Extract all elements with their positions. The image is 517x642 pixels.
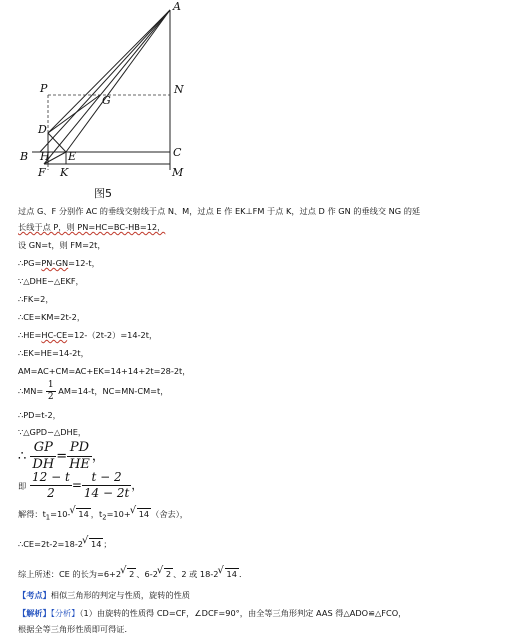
label-g: G [102,94,111,107]
text-line-21: 根据全等三角形性质即可得证． [18,624,133,634]
text-line-2 [18,222,165,233]
text-line-18 [18,568,247,580]
fraction-t2-14 [82,470,131,501]
figure-caption: 图5 [94,187,112,200]
label-n: N [174,83,184,96]
t8c: =12-（2t-2）=14-2t， [67,330,158,340]
t16d: =10+ [106,509,131,519]
text-line-14 [18,440,105,473]
t18c: 、2 或 18-2 [173,569,219,579]
t11b: AM=14-t，NC=MN-CM=t， [58,386,169,396]
t17b: ； [103,539,112,549]
label-k: K [60,166,69,179]
text-line-10: AM=AC+CM=AC+EK=14+14+2t=28-2t， [18,366,191,376]
frac-den: DH [32,457,55,472]
segment-de [48,133,66,152]
text-line-7: ∴CE=KM=2t-2， [18,312,86,322]
jiexi-label: 【解析】 [18,608,51,618]
segment-ae [66,10,170,152]
t19: 相似三角形的判定与性质，旋转的性质 [50,590,190,600]
text-line-8 [18,330,157,341]
text-line-15 [18,470,143,501]
frac-den: 2 [47,392,54,402]
t15eq: = [71,478,82,492]
text-line-9: ∴EK=HE=14-2t， [18,348,89,358]
text-line-12: ∴PD=t-2， [18,410,61,420]
t15end: ， [131,478,144,492]
label-d: D [38,123,47,136]
segment-ab [40,10,170,152]
fraction-12t-2 [30,470,72,501]
label-f: F [38,166,46,179]
frac-num: GP [30,440,56,457]
t16a: 解得：t [18,509,46,519]
text-line-11 [18,380,168,403]
t4b: PN-GN [41,258,69,268]
t18d: ． [238,569,248,579]
frac-den: 2 [47,486,55,500]
segment-ad [48,10,170,133]
segment-af [44,10,170,164]
label-b: B [20,150,29,163]
t8b: HC-CE [41,330,68,340]
text-line-2-content: 长线于点 P，则 PN=HC=BC-HB=12， [18,222,166,232]
text-line-1: 过点 G、F 分别作 AC 的垂线交射线于点 N、M，过点 E 作 EK⊥FM 于点 K，过点 D 作 GN 的垂线交 NG 的延 [18,206,421,216]
fraction-gp-dh [30,440,56,473]
t16b: =10- [50,509,71,519]
t16c: ，t [90,509,103,519]
t14eq: = [56,449,68,464]
text-line-20 [18,608,406,619]
text-line-16 [18,508,188,524]
frac-num: t − 2 [82,470,131,486]
t16s2: 2 [102,513,107,522]
t11a: ∴MN= [18,386,44,396]
frac-num: 1 [47,380,54,390]
t18a: 综上所述：CE 的长为=6+2 [18,569,122,579]
geometry-figure [0,0,517,200]
text-line-4 [18,258,100,269]
text-line-17 [18,538,112,550]
frac-den: HE [69,457,90,472]
label-e: E [68,150,77,163]
t14end: ， [91,449,105,464]
label-c: C [173,146,182,159]
fenxi-label: 【分析】 [50,608,80,618]
t8a: ∴HE= [18,330,42,340]
sqrt-14c: √ 14 [89,538,103,550]
text-line-19 [18,590,190,601]
sqrt-14b: √ 14 [137,508,151,520]
sqrt-2a: √ 2 [127,568,136,580]
sqrt-14d: √ 14 [225,568,239,580]
label-h: H [40,150,50,163]
text-line-3: 设 GN=t，则 FM=2t， [18,240,106,250]
frac-den: 14 − 2t [83,486,130,500]
label-a: A [173,0,181,13]
frac-num: 12 − t [32,470,70,484]
text-line-6: ∴FK=2， [18,294,54,304]
fraction-half [46,380,56,403]
label-m: M [172,166,184,179]
frac-num: PD [67,440,92,457]
t16s1: 1 [45,513,51,522]
text-line-5: ∵△DHE∽△EKF， [18,276,84,286]
fraction-pd-he [67,440,92,473]
t4c: =12-t， [68,258,100,268]
text-line-13: ∵△GPD∽△DHE， [18,427,87,437]
t16e: （舍去）， [151,509,188,519]
t15a: 即 [18,481,27,491]
t14a: ∴ [18,449,27,464]
sqrt-14: √ 14 [76,508,90,520]
sqrt-2b: √ 2 [164,568,173,580]
kaodian-label: 【考点】 [18,590,51,600]
t18b: 、6-2 [136,569,158,579]
t4a: ∴PG= [18,258,42,268]
label-p: P [40,82,48,95]
t17a: ∴CE=2t-2=18-2 [18,539,83,549]
t20: （1）由旋转的性质得 CD=CF，∠DCF=90°，由全等三角形判定 AAS 得△ADO≌△FCO， [79,608,407,618]
